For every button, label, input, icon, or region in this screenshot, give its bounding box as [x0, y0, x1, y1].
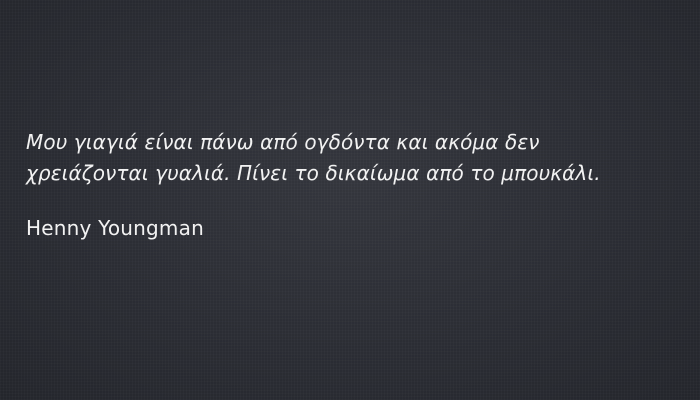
quote-card	[26, 127, 666, 242]
quote-text: Μου γιαγιά είναι πάνω από ογδόντα και ακόμα δεν χρειάζονται γυαλιά. Πίνει το δικαίωμα από το μπουκάλι.	[26, 130, 601, 185]
quote-author: Henny Youngman	[26, 216, 204, 240]
